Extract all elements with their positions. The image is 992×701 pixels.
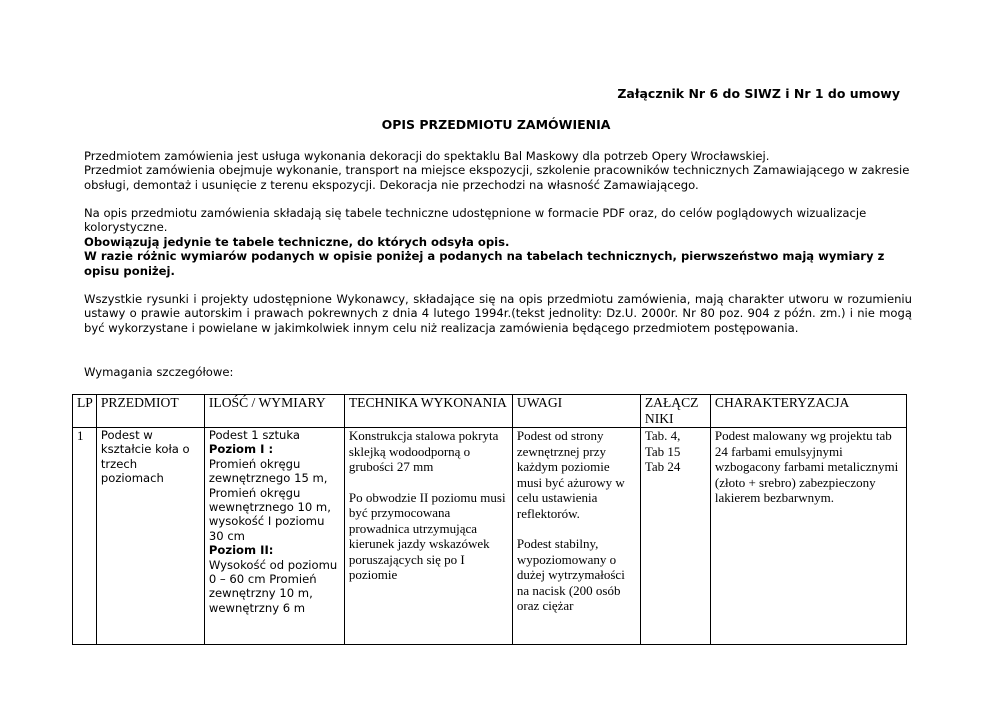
table-row <box>73 428 907 645</box>
qty-count: Podest 1 sztuka <box>208 428 301 442</box>
tables-info-bold-2: W razie różnic wymiarów podanych w opisie poniżej a podanych na tabelach technicznych, pierwszeństwo mają wymiary z opisu poniżej. <box>84 249 885 278</box>
qty-level-1-dims: Promień okręgu zewnętrznego 15 m, Promień okręgu wewnętrznego 10 m, wysokość I poziomu 30 cm <box>208 456 331 543</box>
qty-level-1-label: Poziom I : <box>208 442 274 457</box>
tables-info-text: Na opis przedmiotu zamówienia składają się tabele techniczne udostępnione w formacie PDF oraz, do celów poglądowych wizualizacje kolorystyczne. <box>84 206 867 235</box>
row-characterization: Podest malowany wg projektu tab 24 farbami emulsyjnymi wzbogacony farbami metalicznymi (złoto + srebro) zabezpieczony lakierem bezbarwnym. <box>710 428 906 645</box>
requirements-table <box>72 394 907 645</box>
row-technique <box>344 428 512 645</box>
header-attachments: ZAŁĄCZ NIKI <box>640 395 710 428</box>
header-characterization: CHARAKTERYZACJA <box>710 395 906 428</box>
tables-info-bold-1: Obowiązują jedynie te tabele techniczne, do których odsyła opis. <box>84 234 510 249</box>
header-qty: ILOŚĆ / WYMIARY <box>204 395 344 428</box>
technique-structure: Konstrukcja stalowa pokryta sklejką wodoodporną o grubości 27 mm <box>348 428 499 474</box>
requirements-label: Wymagania szczegółowe: <box>84 365 234 379</box>
row-attachments <box>640 428 710 645</box>
qty-level-2-label: Poziom II: <box>208 543 274 558</box>
intro-line-2: Przedmiot zamówienia obejmuje wykonanie, transport na miejsce ekspozycji, szkolenie pracowników technicznych Zamawiającego w zakresie obsługi, demontaż i usunięcie z terenu ekspozycji. Dekoracja nie przechodzi na własność Zamawiającego. <box>84 163 910 192</box>
row-qty <box>204 428 344 645</box>
header-item: PRZEDMIOT <box>96 395 204 428</box>
copyright-paragraph: Wszystkie rysunki i projekty udostępnione Wykonawcy, składające się na opis przedmiotu zamówienia, mają charakter utworu w rozumieniu ustawy o prawie autorskim i prawach pokrewnych z dnia 4 lutego 1994r.(tekst jednolity: Dz.U. 2000r. Nr 80 poz. 904 z późn. zm.) i nie mogą być wykorzystane i powielane w jakimkolwiek innym celu niż realizacja zamówienia będącego przedmiotem postępowania. <box>84 292 912 335</box>
row-lp: 1 <box>73 428 97 645</box>
notes-stability: Podest stabilny, wypoziomowany o dużej wytrzymałości na nacisk (200 osób oraz ciężar <box>516 536 625 613</box>
attachment-heading: Załącznik Nr 6 do SIWZ i Nr 1 do umowy <box>617 86 900 101</box>
page-title: OPIS PRZEDMIOTU ZAMÓWIENIA <box>381 117 611 132</box>
header-technique: TECHNIKA WYKONANIA <box>344 395 512 428</box>
table-header-row <box>73 395 907 428</box>
intro-line-1: Przedmiotem zamówienia jest usługa wykonania dekoracji do spektaklu Bal Maskowy dla potrzeb Opery Wrocławskiej. <box>84 149 770 163</box>
intro-paragraph <box>84 149 912 192</box>
technique-guide: Po obwodzie II poziomu musi być przymocowana prowadnica utrzymująca kierunek jazdy wskazówek poruszających się po I poziomie <box>348 489 506 582</box>
attachment-ref: Tab 15 <box>644 443 681 459</box>
tables-info-paragraph <box>84 206 912 278</box>
attachment-ref: Tab. 4, <box>644 428 681 443</box>
header-notes: UWAGI <box>512 395 640 428</box>
notes-openwork: Podest od strony zewnętrznej przy każdym poziomie musi być ażurowy w celu ustawienia reflektorów. <box>516 428 625 521</box>
row-item: Podest w kształcie koła o trzech poziomach <box>96 428 204 645</box>
header-lp: LP <box>73 395 97 428</box>
row-notes <box>512 428 640 645</box>
qty-level-2-dims: Wysokość od poziomu 0 – 60 cm Promień zewnętrzny 10 m, wewnętrzny 6 m <box>208 557 338 615</box>
attachment-ref: Tab 24 <box>644 459 681 474</box>
